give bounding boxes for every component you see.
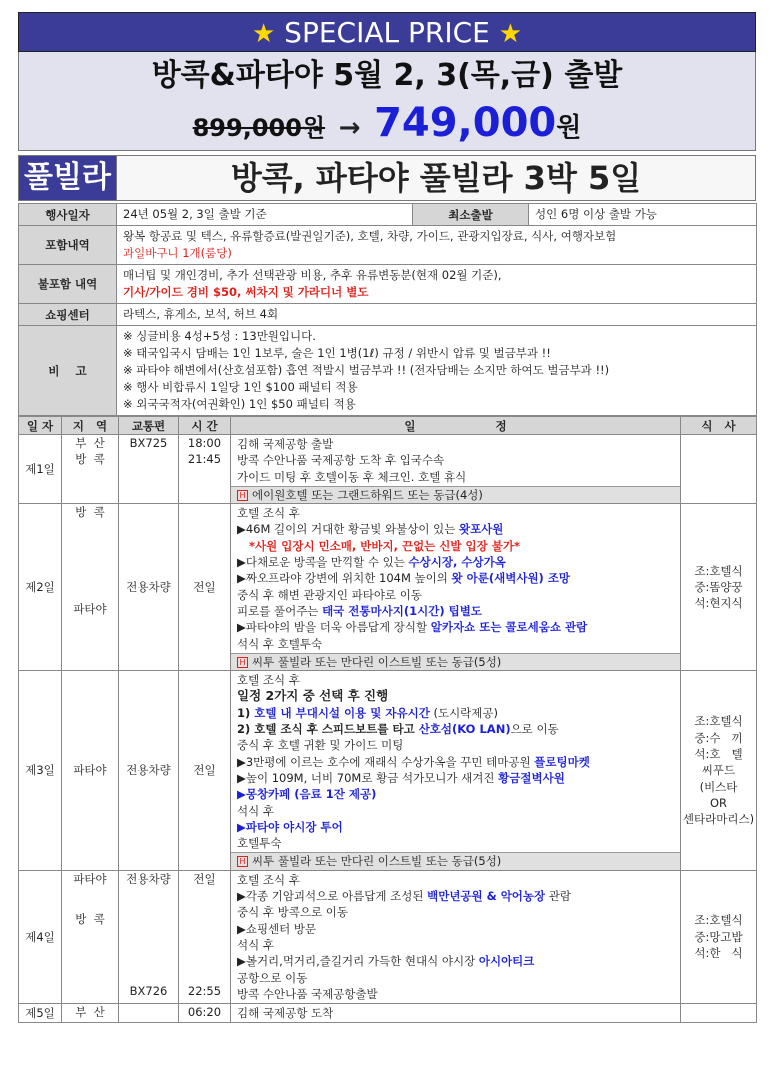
itinerary-line: 석식 후 xyxy=(237,937,274,952)
time-cell xyxy=(179,435,231,504)
itinerary-line: 호텔 조식 후 xyxy=(237,872,300,887)
transport-cell xyxy=(119,870,179,1003)
header-transport: 교통편 xyxy=(119,417,179,435)
itinerary-line: 석식 후 xyxy=(237,803,274,818)
meal-cell xyxy=(681,435,757,504)
info-table xyxy=(18,203,757,416)
meal: 석:호 텔 xyxy=(694,746,743,761)
exclude-line: 매너팁 및 개인경비, 추가 선택관광 비용, 추후 유류변동분(현재 02월 기준), xyxy=(123,268,502,282)
itinerary-line: ▶쇼핑센터 방문 xyxy=(237,921,317,936)
tour-flyer xyxy=(18,12,756,1023)
price-panel xyxy=(18,52,756,151)
day-label: 제5일 xyxy=(19,1004,62,1023)
note-item: ※ 행사 비합류시 1일당 1인 $100 패널티 적용 xyxy=(123,380,358,394)
hotel-icon: H xyxy=(237,657,248,668)
region-cell xyxy=(62,504,119,671)
schedule-table xyxy=(18,416,757,1023)
itinerary-line xyxy=(237,754,674,770)
schedule-row-day1 xyxy=(19,435,757,504)
transport: 전용차량 xyxy=(119,504,179,671)
min-departure-label: 최소출발 xyxy=(413,204,529,226)
transport-cell xyxy=(119,1004,179,1023)
hotel-line xyxy=(231,653,680,670)
shopping-label: 쇼핑센터 xyxy=(19,304,117,326)
header-time: 시 간 xyxy=(179,417,231,435)
text: ▶높이 109M, 너비 70M로 황금 석가모니가 새겨진 xyxy=(237,770,499,785)
itinerary-line: 중식 후 호텔 귀환 및 가이드 미팅 xyxy=(237,738,404,753)
note-item: ※ 외국국적자(여권확인) 1인 $50 패널티 적용 xyxy=(123,397,356,411)
new-price-unit: 원 xyxy=(556,113,582,143)
itinerary-cell xyxy=(231,504,681,671)
schedule-row-day4 xyxy=(19,870,757,1003)
highlight: 호텔 내 부대시설 이용 및 자유시간 xyxy=(254,705,430,720)
day-label: 제1일 xyxy=(19,435,62,504)
region: 방 콕 xyxy=(75,452,105,467)
notes-label: 비 고 xyxy=(19,326,117,416)
text: ▶볼거리,먹거리,즐길거리 가득한 현대식 야시장 xyxy=(237,954,479,969)
itinerary-line xyxy=(237,521,674,537)
itinerary-highlight: ▶파타야 야시장 투어 xyxy=(237,819,343,834)
text: ▶파타야의 밤을 더욱 아름답게 장식할 xyxy=(237,620,431,635)
include-line: 왕복 항공료 및 텍스, 유류할증료(발권일기준), 호텔, 차량, 가이드, 관광지입장료, 식사, 여행자보험 xyxy=(123,229,617,243)
highlight: 백만년공원 & 악어농장 xyxy=(427,889,546,904)
itinerary-line xyxy=(237,554,674,570)
itinerary-cell xyxy=(231,435,681,504)
shopping-value: 라텍스, 휴게소, 보석, 허브 4회 xyxy=(117,304,757,326)
day-label: 제3일 xyxy=(19,671,62,871)
meal: 조:호텔식 xyxy=(694,714,743,729)
itinerary-line xyxy=(237,888,674,904)
header-itinerary: 일 정 xyxy=(231,417,681,435)
itinerary-cell xyxy=(231,671,681,871)
itinerary-line: 김해 국제공항 도착 xyxy=(231,1004,681,1023)
include-label: 포함내역 xyxy=(19,226,117,265)
text: 1) xyxy=(237,705,255,720)
itinerary-option-title: 일정 2가지 중 선택 후 진행 xyxy=(237,688,389,704)
itinerary-line xyxy=(237,603,674,619)
time: 전일 xyxy=(193,871,216,886)
meal: 조:호텔식 xyxy=(694,913,743,928)
include-value xyxy=(117,226,757,265)
meal-cell xyxy=(681,1004,757,1023)
time: 전일 xyxy=(179,671,231,871)
itinerary-cell xyxy=(231,870,681,1003)
header-meal: 식 사 xyxy=(681,417,757,435)
highlight: 황금절벽사원 xyxy=(498,770,565,785)
schedule-row-day2 xyxy=(19,504,757,671)
date-value: 24년 05월 2, 3일 출발 기준 xyxy=(117,204,413,226)
highlight: 플로팅마켓 xyxy=(534,754,590,769)
transport: BX725 xyxy=(119,435,179,504)
hotel-line xyxy=(231,486,680,503)
meal-cell xyxy=(681,671,757,871)
region: 파타야 xyxy=(62,671,119,871)
price-line xyxy=(19,100,755,150)
time: 22:55 xyxy=(187,984,222,999)
highlight: 왓 아룬(새벽사원) 조망 xyxy=(451,571,571,586)
header-region: 지 역 xyxy=(62,417,119,435)
old-price: 899,000원 xyxy=(192,114,326,142)
min-departure-value: 성인 6명 이상 출발 가능 xyxy=(529,204,757,226)
itinerary-line: 방콕 수안나품 국제공항출발 xyxy=(237,986,378,1001)
header-day: 일 자 xyxy=(19,417,62,435)
exclude-guide-fee: 기사/가이드 경비 $50, 써차지 및 가라디너 별도 xyxy=(123,285,369,299)
exclude-label: 불포함 내역 xyxy=(19,265,117,304)
region: 방 콕 xyxy=(75,912,105,927)
highlight: 아시아티크 xyxy=(478,954,535,969)
itinerary-line xyxy=(237,570,674,586)
meal: 중:망고밥 xyxy=(694,929,743,944)
banner-text: SPECIAL PRICE xyxy=(284,16,490,49)
itinerary-line xyxy=(237,619,674,635)
note-item: ※ 태국입국시 담배는 1인 1보루, 술은 1인 1병(1ℓ) 규정 / 위반시 압류 및 벌금부과 !! xyxy=(123,346,551,360)
itinerary-line: 호텔 조식 후 xyxy=(237,673,300,688)
itinerary-line: 호텔투숙 xyxy=(237,836,282,851)
star-icon-right: ★ xyxy=(498,19,523,49)
region: 부 산 xyxy=(62,1004,119,1023)
region: 파타야 xyxy=(73,871,107,886)
meal: 센타라마리스) xyxy=(682,812,755,827)
highlight: 수상시장, 수상가옥 xyxy=(408,555,506,570)
region: 부 산 xyxy=(75,436,105,450)
poolvilla-badge: 풀빌라 xyxy=(19,156,117,200)
itinerary-warning: *사원 입장시 민소매, 반바지, 끈없는 신발 입장 불가* xyxy=(249,538,520,553)
departure-route: 방콕&파타야 5월 2, 3(목,금) 출발 xyxy=(151,58,623,93)
text: ▶각종 기암괴석으로 아름답게 조성된 xyxy=(237,889,428,904)
transport: 전용차량 xyxy=(126,871,171,886)
text: 2) 호텔 조식 후 스피드보트를 타고 xyxy=(237,722,419,737)
meal: 중:수 끼 xyxy=(694,730,743,745)
arrow-icon: → xyxy=(338,113,361,143)
text: (도시락제공) xyxy=(429,705,498,720)
time: 전일 xyxy=(179,504,231,671)
include-fruit-basket: 과일바구니 1개(룸당) xyxy=(123,246,232,260)
transport: BX726 xyxy=(129,984,168,999)
text: ▶3만평에 이르는 호수에 재래식 수상가옥을 꾸민 테마공원 xyxy=(237,754,535,769)
schedule-header xyxy=(19,417,757,435)
itinerary-line: 중식 후 해변 관광지인 파타야로 이동 xyxy=(237,587,422,602)
meal: OR xyxy=(709,795,728,810)
meal: (비스타 xyxy=(699,779,738,794)
transport: 전용차량 xyxy=(119,671,179,871)
highlight: 산호섬(KO LAN) xyxy=(418,722,511,737)
new-price: 749,000 xyxy=(374,100,557,146)
itinerary-line xyxy=(237,770,674,786)
day-label: 제4일 xyxy=(19,870,62,1003)
note-item: ※ 파타야 해변에서(산호섬포함) 흡연 적발시 벌금부과 !! (전자담배는 소지만 하여도 벌금부과 !!) xyxy=(123,363,610,377)
meal-cell xyxy=(681,870,757,1003)
tour-title-bar xyxy=(18,155,756,201)
hotel-name: 에이원호텔 또는 그랜드하워드 또는 동급(4성) xyxy=(252,487,483,502)
hotel-icon: H xyxy=(237,856,248,867)
itinerary-line xyxy=(237,721,674,737)
region: 방 콕 xyxy=(75,505,105,520)
meal-cell xyxy=(681,504,757,671)
text: 관람 xyxy=(545,889,572,904)
text: 피로를 풀어주는 xyxy=(237,603,323,618)
special-price-banner xyxy=(18,12,756,52)
time: 18:00 xyxy=(187,436,222,450)
text: 으로 이동 xyxy=(510,722,559,737)
date-label: 행사일자 xyxy=(19,204,117,226)
star-icon-left: ★ xyxy=(251,19,276,49)
highlight: 알카자쇼 또는 콜로세움쇼 관람 xyxy=(430,620,588,635)
notes-list xyxy=(117,326,757,416)
time: 06:20 xyxy=(179,1004,231,1023)
hotel-name: 씨투 풀빌라 또는 만다린 이스트빌 또는 동급(5성) xyxy=(252,654,502,669)
itinerary-line: 호텔 조식 후 xyxy=(237,506,300,521)
tour-title: 방콕, 파타야 풀빌라 3박 5일 xyxy=(230,159,642,197)
day-label: 제2일 xyxy=(19,504,62,671)
text: ▶46M 길이의 거대한 황금빛 와불상이 있는 xyxy=(237,522,459,537)
meal: 석:한 식 xyxy=(694,946,743,961)
region-cell xyxy=(62,435,119,504)
region-cell xyxy=(62,870,119,1003)
highlight: 왓포사원 xyxy=(458,522,504,537)
text: ▶짜오프라야 강변에 위치한 104M 높이의 xyxy=(237,571,452,586)
hotel-name: 씨투 풀빌라 또는 만다린 이스트빌 또는 동급(5성) xyxy=(252,854,502,869)
exclude-value xyxy=(117,265,757,304)
region: 파타야 xyxy=(73,602,107,617)
meal: 석:현지식 xyxy=(694,596,743,611)
time: 21:45 xyxy=(187,452,222,467)
hotel-line xyxy=(231,852,680,869)
itinerary-line xyxy=(237,953,674,969)
meal: 중:똠양꿍 xyxy=(694,580,743,595)
meal: 씨푸드 xyxy=(701,763,736,778)
itinerary-highlight: ▶몽창카페 (음료 1잔 제공) xyxy=(237,787,377,802)
hotel-icon: H xyxy=(237,490,248,501)
text: ▶다채로운 방콕을 만끽할 수 있는 xyxy=(237,555,409,570)
schedule-row-day3 xyxy=(19,671,757,871)
highlight: 태국 전통마사지(1시간) 팁별도 xyxy=(322,603,482,618)
meal: 조:호텔식 xyxy=(694,563,743,578)
itinerary-line: 중식 후 방콕으로 이동 xyxy=(237,905,348,920)
itinerary-line: 석식 후 호텔투숙 xyxy=(237,636,323,651)
itinerary-line: 김해 국제공항 출발 xyxy=(237,437,334,451)
itinerary-line: 가이드 미팅 후 호텔이동 후 체크인. 호텔 휴식 xyxy=(237,469,467,484)
itinerary-line: 방콕 수안나품 국제공항 도착 후 입국수속 xyxy=(237,453,445,468)
itinerary-line xyxy=(237,705,674,721)
itinerary-line: 공항으로 이동 xyxy=(237,970,308,985)
time-cell xyxy=(179,870,231,1003)
note-item: ※ 싱글비용 4성+5성 : 13만원입니다. xyxy=(123,329,316,343)
schedule-row-day5 xyxy=(19,1004,757,1023)
